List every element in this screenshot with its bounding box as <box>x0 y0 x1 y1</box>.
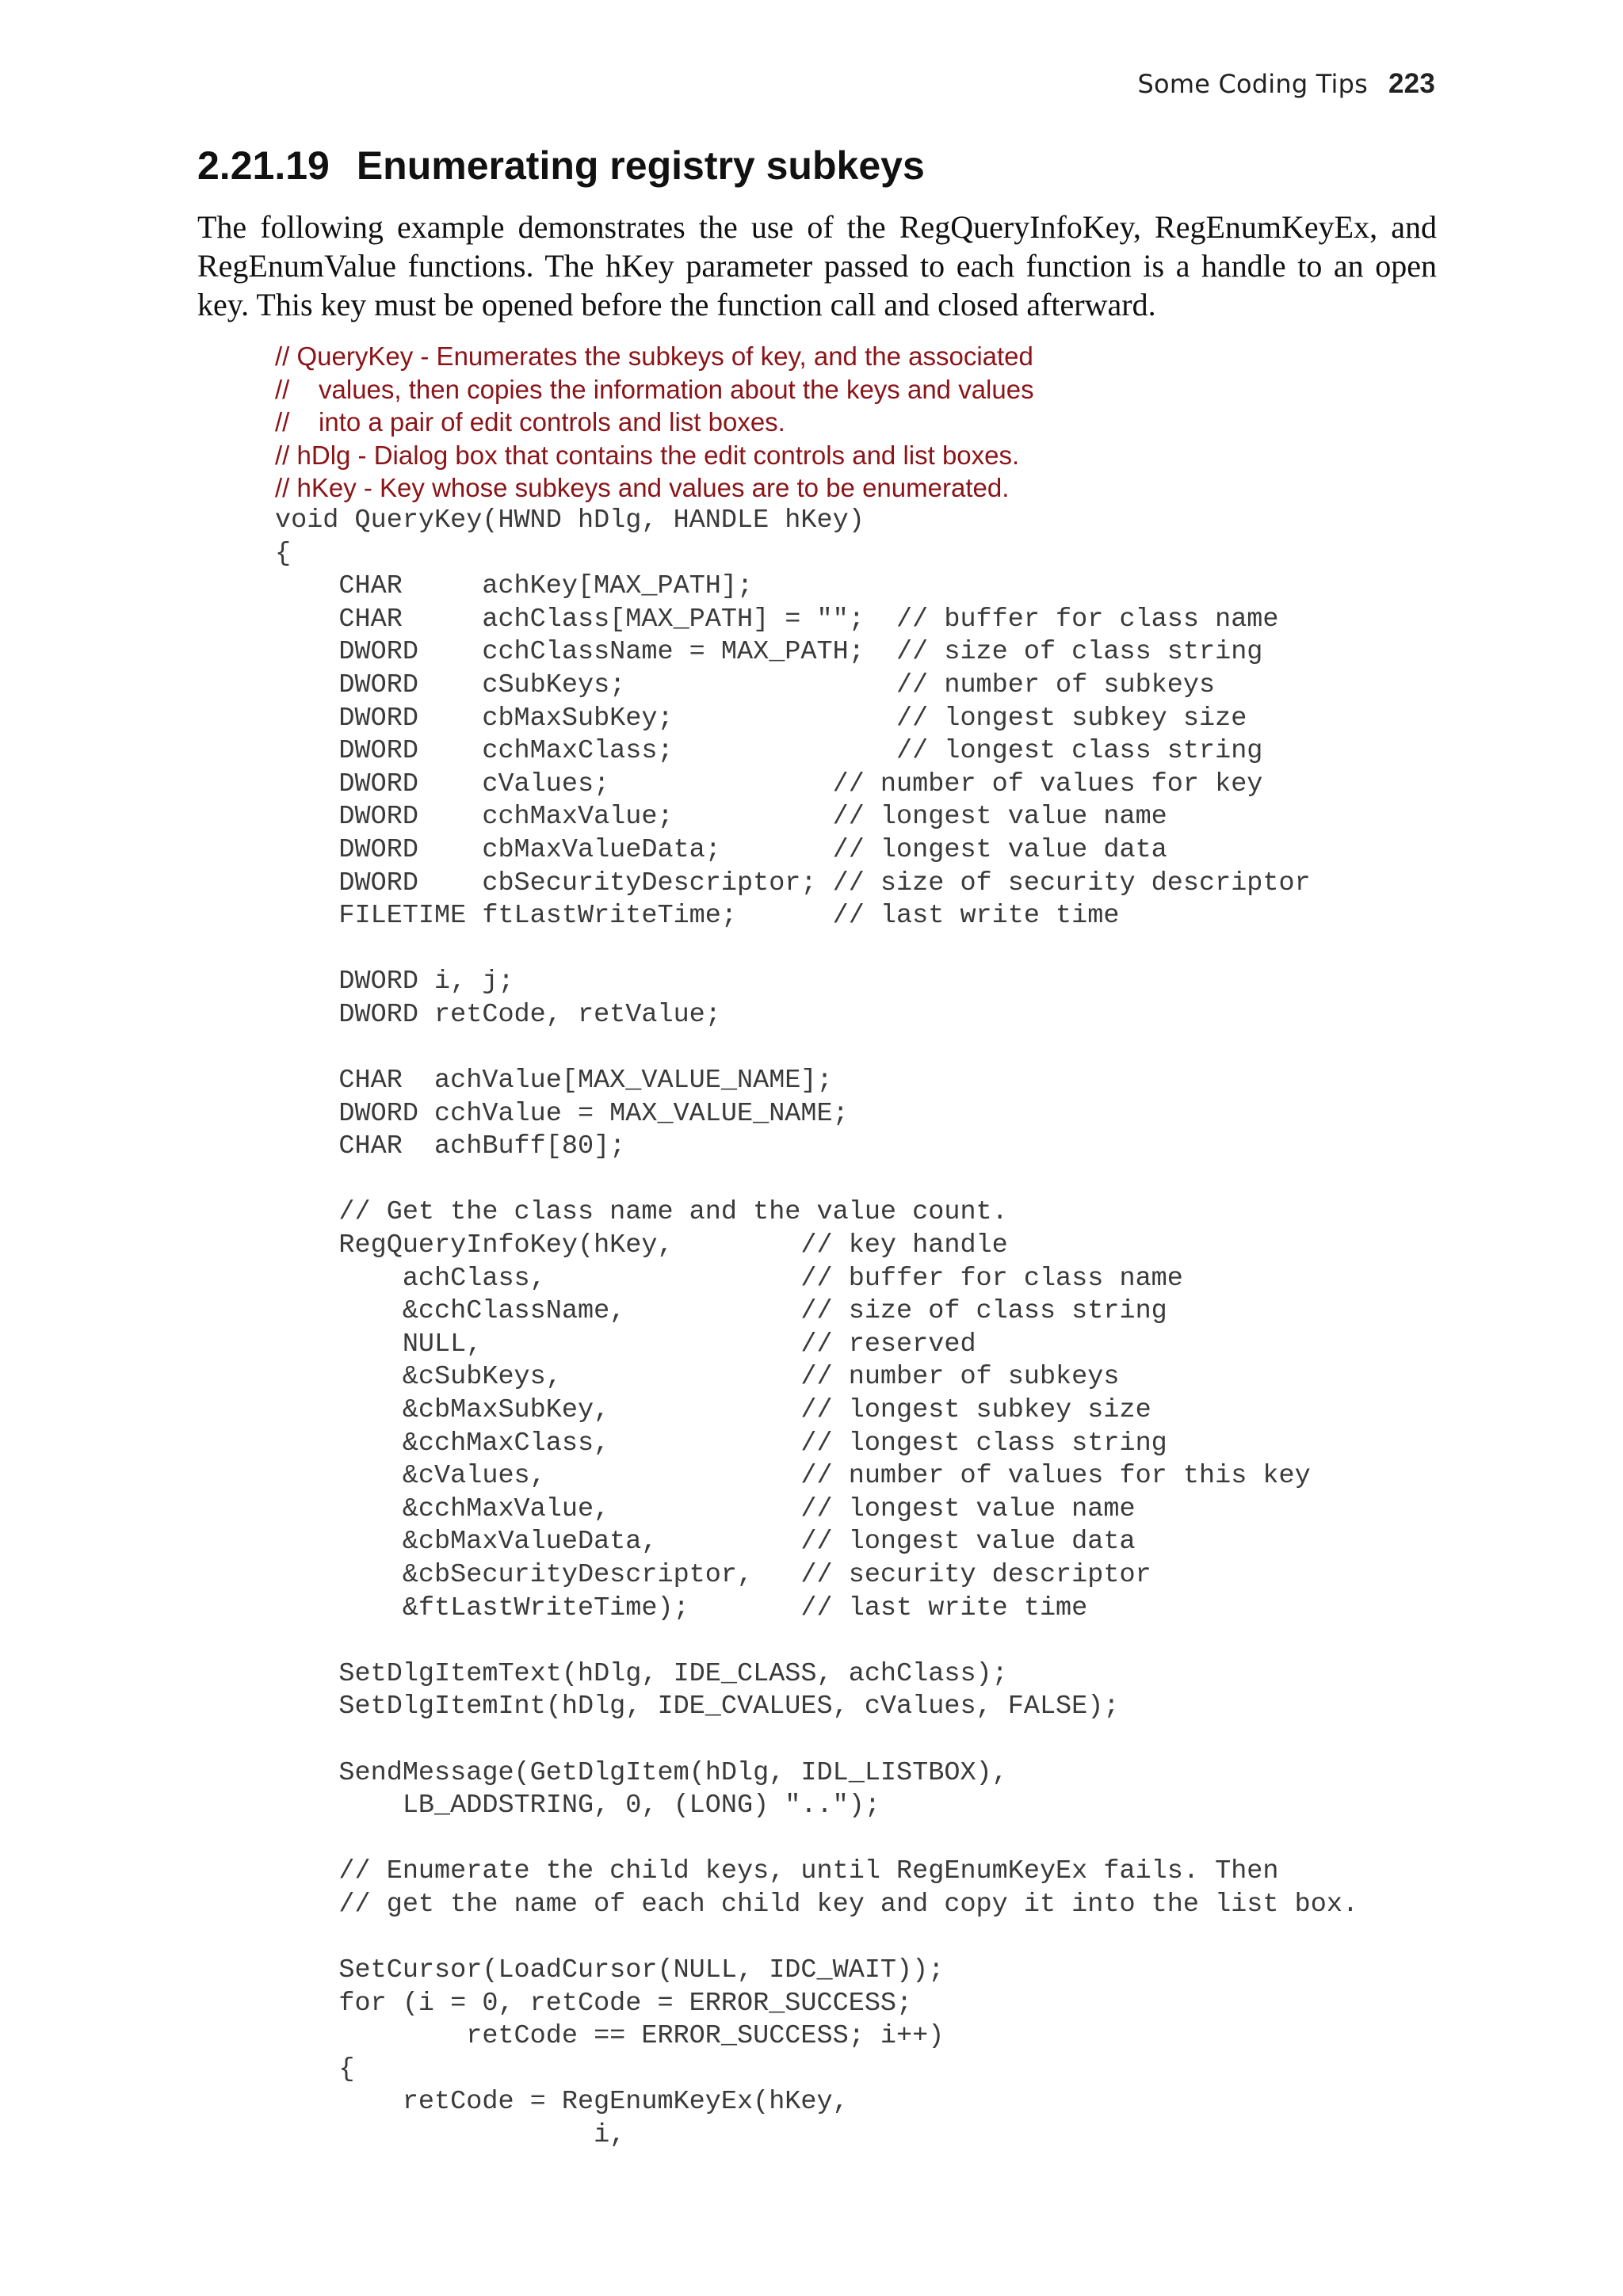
code-line: &ftLastWriteTime); // last write time <box>275 1592 1088 1623</box>
code-line: LB_ADDSTRING, 0, (LONG) ".."); <box>275 1791 880 1821</box>
section-number: 2.21.19 <box>197 143 330 188</box>
page-number: 223 <box>1388 68 1435 99</box>
code-line: &cchClassName, // size of class string <box>275 1296 1167 1327</box>
code-line: RegQueryInfoKey(hKey, // key handle <box>275 1230 1008 1261</box>
code-line: retCode = RegEnumKeyEx(hKey, <box>275 2087 849 2118</box>
code-line: for (i = 0, retCode = ERROR_SUCCESS; <box>275 1988 913 2019</box>
code-line: SetDlgItemInt(hDlg, IDE_CVALUES, cValues, FALSE); <box>275 1691 1120 1722</box>
code-line: // get the name of each child key and copy it into the list box. <box>275 1889 1359 1920</box>
code-line <box>275 1164 1358 1197</box>
code-line: { <box>275 538 292 569</box>
code-line: &cbMaxValueData, // longest value data <box>275 1527 1136 1558</box>
code-line: FILETIME ftLastWriteTime; // last write time <box>275 901 1120 932</box>
code-line: CHAR achClass[MAX_PATH] = ""; // buffer for class name <box>275 604 1279 635</box>
code-line: &cbSecurityDescriptor, // security descriptor <box>275 1559 1151 1590</box>
code-line <box>275 1823 1358 1856</box>
code-line: { <box>275 2054 355 2084</box>
code-comment-line: // hDlg - Dialog box that contains the edit controls and list boxes. <box>275 440 1020 470</box>
code-line: // Get the class name and the value count. <box>275 1197 1008 1228</box>
code-line: DWORD cbMaxValueData; // longest value data <box>275 834 1167 865</box>
code-comment-line: // into a pair of edit controls and list boxes. <box>275 407 785 437</box>
code-line <box>275 933 1358 967</box>
code-line: DWORD cchMaxValue; // longest value name <box>275 802 1167 833</box>
code-line: DWORD cbSecurityDescriptor; // size of security descriptor <box>275 868 1311 898</box>
code-line: retCode == ERROR_SUCCESS; i++) <box>275 2021 945 2052</box>
code-line: CHAR achKey[MAX_PATH]; <box>275 571 754 602</box>
code-line: CHAR achBuff[80]; <box>275 1131 626 1162</box>
code-line: DWORD cValues; // number of values for key <box>275 769 1263 799</box>
code-line: &cbMaxSubKey, // longest subkey size <box>275 1395 1151 1425</box>
code-line: &cchMaxClass, // longest class string <box>275 1428 1167 1459</box>
code-comment-line: // hKey - Key whose subkeys and values are to be enumerated. <box>275 473 1010 503</box>
code-line: DWORD retCode, retValue; <box>275 999 721 1030</box>
section-heading <box>197 143 925 189</box>
code-line: DWORD cbMaxSubKey; // longest subkey size <box>275 703 1247 734</box>
running-title: Some Coding Tips <box>1137 69 1368 99</box>
code-line <box>275 1724 1358 1757</box>
code-line: DWORD cchMaxClass; // longest class string <box>275 736 1263 767</box>
code-line <box>275 1625 1358 1658</box>
section-title: Enumerating registry subkeys <box>356 143 925 188</box>
code-line: // Enumerate the child keys, until RegEnumKeyEx fails. Then <box>275 1856 1279 1887</box>
code-comment-line: // QueryKey - Enumerates the subkeys of key, and the associated <box>275 341 1033 371</box>
code-line: SetDlgItemText(hDlg, IDE_CLASS, achClass); <box>275 1658 1008 1689</box>
code-line: &cSubKeys, // number of subkeys <box>275 1362 1120 1393</box>
code-comment-line: // values, then copies the information about the keys and values <box>275 374 1034 404</box>
code-line: SetCursor(LoadCursor(NULL, IDC_WAIT)); <box>275 1955 945 1986</box>
code-listing <box>275 340 1358 2153</box>
code-line: &cValues, // number of values for this key <box>275 1461 1311 1492</box>
code-line: NULL, // reserved <box>275 1329 976 1360</box>
code-line: DWORD cSubKeys; // number of subkeys <box>275 669 1216 700</box>
intro-paragraph: The following example demonstrates the use of the RegQueryInfoKey, RegEnumKeyEx, and RegEnumValue functions. The hKey parameter passed to each function is a handle to an open key. This key must be opened before the function call and closed afterward. <box>197 209 1437 322</box>
code-line: DWORD cchValue = MAX_VALUE_NAME; <box>275 1098 849 1129</box>
code-line: CHAR achValue[MAX_VALUE_NAME]; <box>275 1066 833 1097</box>
code-line: &cchMaxValue, // longest value name <box>275 1493 1136 1524</box>
code-line <box>275 1922 1358 1955</box>
code-line <box>275 1032 1358 1065</box>
code-line: SendMessage(GetDlgItem(hDlg, IDL_LISTBOX), <box>275 1757 1008 1788</box>
code-line: achClass, // buffer for class name <box>275 1263 1183 1294</box>
code-line: DWORD i, j; <box>275 967 514 997</box>
code-line: i, <box>275 2120 626 2151</box>
code-line: DWORD cchClassName = MAX_PATH; // size of class string <box>275 637 1263 668</box>
code-line: void QueryKey(HWND hDlg, HANDLE hKey) <box>275 505 865 536</box>
running-header <box>1138 68 1435 100</box>
